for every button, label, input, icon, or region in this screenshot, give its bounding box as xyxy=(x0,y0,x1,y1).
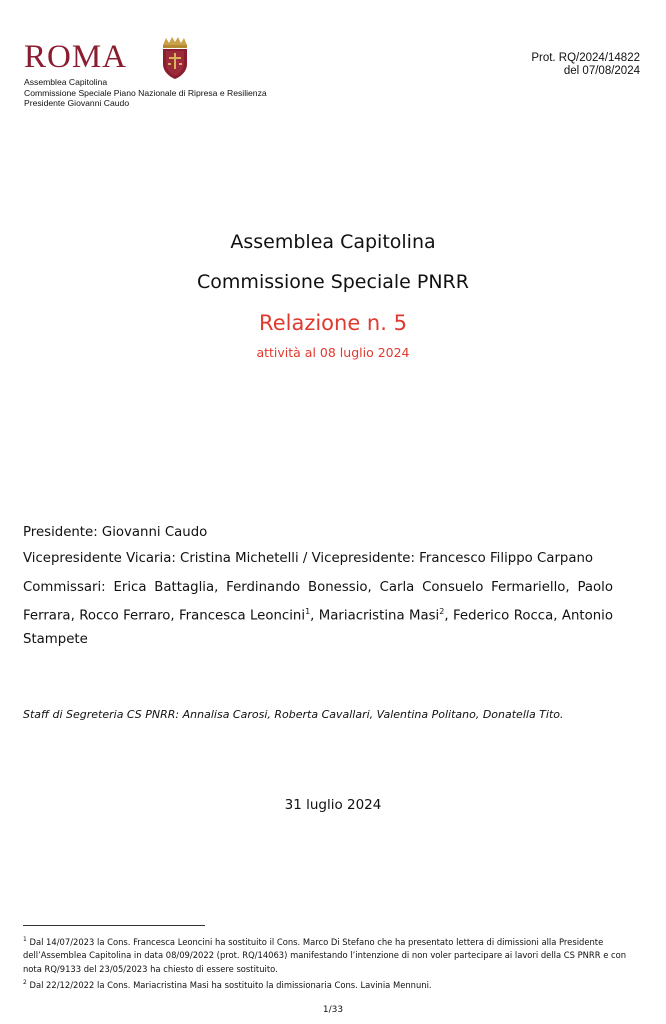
footnote-2 xyxy=(23,976,641,992)
footnote-ref-2[interactable]: 2 xyxy=(439,607,445,616)
footnote-1-text: Dal 14/07/2023 la Cons. Francesca Leoncini ha sostituito il Cons. Marco Di Stefano che ha presentato lettera di dimissioni alla Presidente dell’Assemblea Capitolina in data 08/09/2022 (prot. RQ/14063) manifestando l’intenzione di non voler partecipare ai lavori della CS PNRR e con nota RQ/9133 del 23/05/2023 ha chiesto di essere sostituito. xyxy=(23,936,627,974)
protocol-line-1: Prot. RQ/2024/14822 xyxy=(531,52,640,64)
title-commission: Commissione Speciale PNRR xyxy=(197,271,469,293)
document-date: 31 luglio 2024 xyxy=(284,797,382,813)
commissioners-text-a: Commissari: Erica Battaglia, Ferdinando Bonessio, Carla Consuelo Fermariello, Paolo Ferrara, Rocco Ferraro, Francesca Leoncini xyxy=(23,580,613,624)
org-line-commission: Commissione Speciale Piano Nazionale di Ripresa e Resilienza xyxy=(24,87,267,98)
report-title: Relazione n. 5 xyxy=(259,311,407,335)
report-subtitle: attività al 08 luglio 2024 xyxy=(256,345,410,360)
org-line-president: Presidente Giovanni Caudo xyxy=(24,98,130,108)
commissioners-text-c: , Federico Rocca, Antonio Stampete xyxy=(23,608,613,648)
org-line-assembly: Assemblea Capitolina xyxy=(24,77,108,87)
footnote-2-text: Dal 22/12/2022 la Cons. Mariacristina Masi ha sostituito la dimissionaria Cons. Lavinia Mennuni. xyxy=(26,979,432,990)
title-assembly: Assemblea Capitolina xyxy=(230,231,436,253)
footnote-ref-1[interactable]: 1 xyxy=(305,607,311,616)
roma-coat-of-arms-icon xyxy=(158,36,192,80)
roma-logo-text: ROMA xyxy=(24,39,128,75)
org-header xyxy=(24,77,267,109)
footnote-1-mark: 1 xyxy=(23,936,27,943)
staff-line: Staff di Segreteria CS PNRR: Annalisa Carosi, Roberta Cavallari, Valentina Politano, Donatella Tito. xyxy=(23,708,564,721)
commissioners-paragraph xyxy=(23,576,613,652)
vice-president-line: Vicepresidente Vicaria: Cristina Michetelli / Vicepresidente: Francesco Filippo Carpano xyxy=(23,551,594,566)
page-number: 1/33 xyxy=(322,1005,344,1015)
president-line: Presidente: Giovanni Caudo xyxy=(23,525,208,540)
footnote-divider xyxy=(23,925,205,926)
footnotes xyxy=(23,933,641,992)
protocol-number xyxy=(460,52,640,78)
protocol-line-2: del 07/08/2024 xyxy=(563,65,640,77)
commissioners-text-b: , Mariacristina Masi xyxy=(310,608,440,624)
footnote-1 xyxy=(23,933,641,976)
footnote-2-mark: 2 xyxy=(23,979,27,987)
